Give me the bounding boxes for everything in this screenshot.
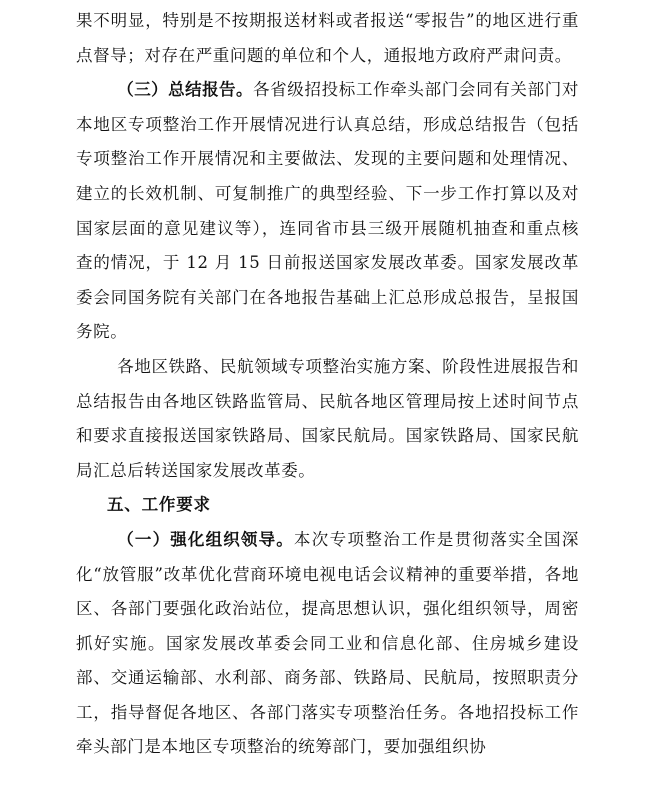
paragraph-text: 各地区铁路、民航领域专项整治实施方案、阶段性进展报告和总结报告由各地区铁路监管局、民航各地区管理局按上述时间节点和要求直接报送国家铁路局、国家民航局。国家铁路局、国家民航局汇总后转送国家发展改革委。 (76, 356, 579, 480)
paragraph-text: 果不明显，特别是不按期报送材料或者报送“零报告”的地区进行重点督导；对存在严重问题的单位和个人，通报地方政府严肃问责。 (76, 11, 579, 65)
paragraph-lead: （三）总结报告。 (117, 80, 253, 100)
paragraph-railway-aviation (76, 350, 579, 488)
section-heading: 五、工作要求 (107, 495, 211, 515)
paragraph-organization-leadership (76, 523, 579, 765)
paragraph-continuation (76, 4, 579, 73)
paragraph-text: 各省级招投标工作牵头部门会同有关部门对本地区专项整治工作开展情况进行认真总结，形成总结报告（包括专项整治工作开展情况和主要做法、发现的主要问题和处理情况、建立的长效机制、可复制推广的典型经验、下一步工作打算以及对国家层面的意见建议等），连同省市县三级开展随机抽查和重点核查的情况，于 12 月 15 日前报送国家发展改革委。国家发展改革委会同国务院有关部门在各地报告基础上汇总形成总报告，呈报国务院。 (76, 80, 580, 342)
paragraph-text: 本次专项整治工作是贯彻落实全国深化“放管服”改革优化营商环境电视电话会议精神的重要举措，各地区、各部门要强化政治站位，提高思想认识，强化组织领导，周密抓好实施。国家发展改革委会同工业和信息化部、住房城乡建设部、交通运输部、水利部、商务部、铁路局、民航局，按照职责分工，指导督促各地区、各部门落实专项整治任务。各地招投标工作牵头部门是本地区专项整治的统筹部门，要加强组织协 (76, 529, 579, 757)
paragraph-summary-report (76, 73, 579, 350)
paragraph-lead: （一）强化组织领导。 (117, 529, 294, 549)
